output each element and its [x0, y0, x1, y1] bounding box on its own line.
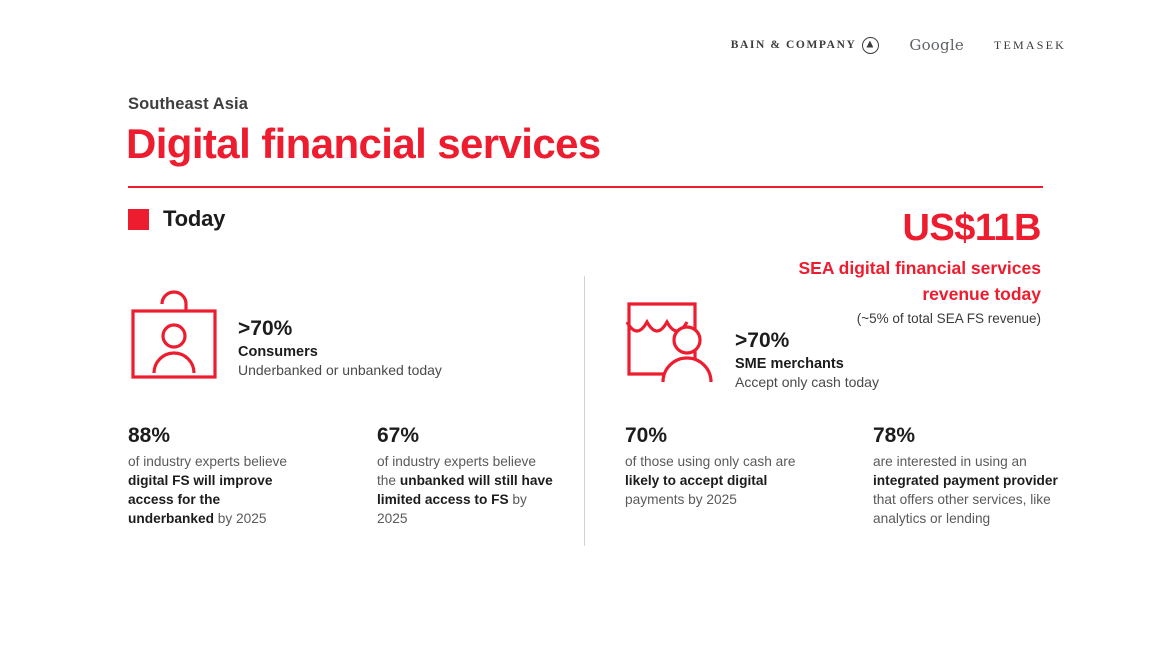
revenue-note: (~5% of total SEA FS revenue) [856, 311, 1041, 327]
consumer-stat-text [238, 280, 442, 378]
stat-number: 67% [377, 424, 420, 447]
title-divider [128, 186, 1043, 188]
stat-column-4 [873, 424, 1063, 529]
page-title: Digital financial services [126, 120, 601, 167]
google-logo: Google [909, 36, 964, 54]
bain-logo-text: BAIN & COMPANY [730, 39, 857, 51]
consumer-stat-value: >70% [238, 317, 293, 340]
stat-column-1 [128, 424, 308, 529]
revenue-caption-line2: revenue today [922, 284, 1041, 305]
stat-body: are interested in using an integrated payment provider that offers other services, like analytics or lending [873, 454, 1058, 526]
stat-number: 88% [128, 424, 171, 447]
merchant-stat-value: >70% [735, 329, 790, 352]
revenue-caption-line1: SEA digital financial services [798, 257, 1041, 278]
stat-number: 70% [625, 424, 668, 447]
stat-body: of industry experts believe digital FS will improve access for the underbanked by 2025 [128, 454, 288, 526]
revenue-amount: US$11B [902, 207, 1041, 249]
stat-column-3 [625, 424, 805, 510]
consumer-stat-label: Consumers [238, 344, 318, 361]
bain-logo [731, 37, 880, 54]
merchant-stat-detail: Accept only cash today [735, 374, 879, 391]
stat-number: 78% [873, 424, 916, 447]
icon-stat-merchants [625, 292, 879, 397]
eyebrow-text: Southeast Asia [128, 95, 248, 113]
merchant-store-icon [625, 292, 717, 397]
consumer-bag-icon [128, 280, 220, 385]
column-divider [584, 276, 585, 546]
merchant-stat-label: SME merchants [735, 356, 844, 373]
legend-today [128, 206, 225, 232]
stat-body: of industry experts believe the unbanked will still have limited access to FS by 2025 [377, 454, 553, 526]
legend-square-icon [128, 209, 149, 230]
icon-stat-consumers [128, 280, 442, 385]
logo-bar [731, 36, 1066, 54]
stat-column-2 [377, 424, 557, 529]
bain-mark-icon [862, 37, 879, 54]
consumer-stat-detail: Underbanked or unbanked today [238, 362, 442, 379]
merchant-stat-text [735, 292, 879, 390]
temasek-logo: TEMASEK [993, 37, 1066, 52]
legend-today-label: Today [163, 206, 226, 231]
stat-body: of those using only cash are likely to accept digital payments by 2025 [625, 454, 796, 507]
